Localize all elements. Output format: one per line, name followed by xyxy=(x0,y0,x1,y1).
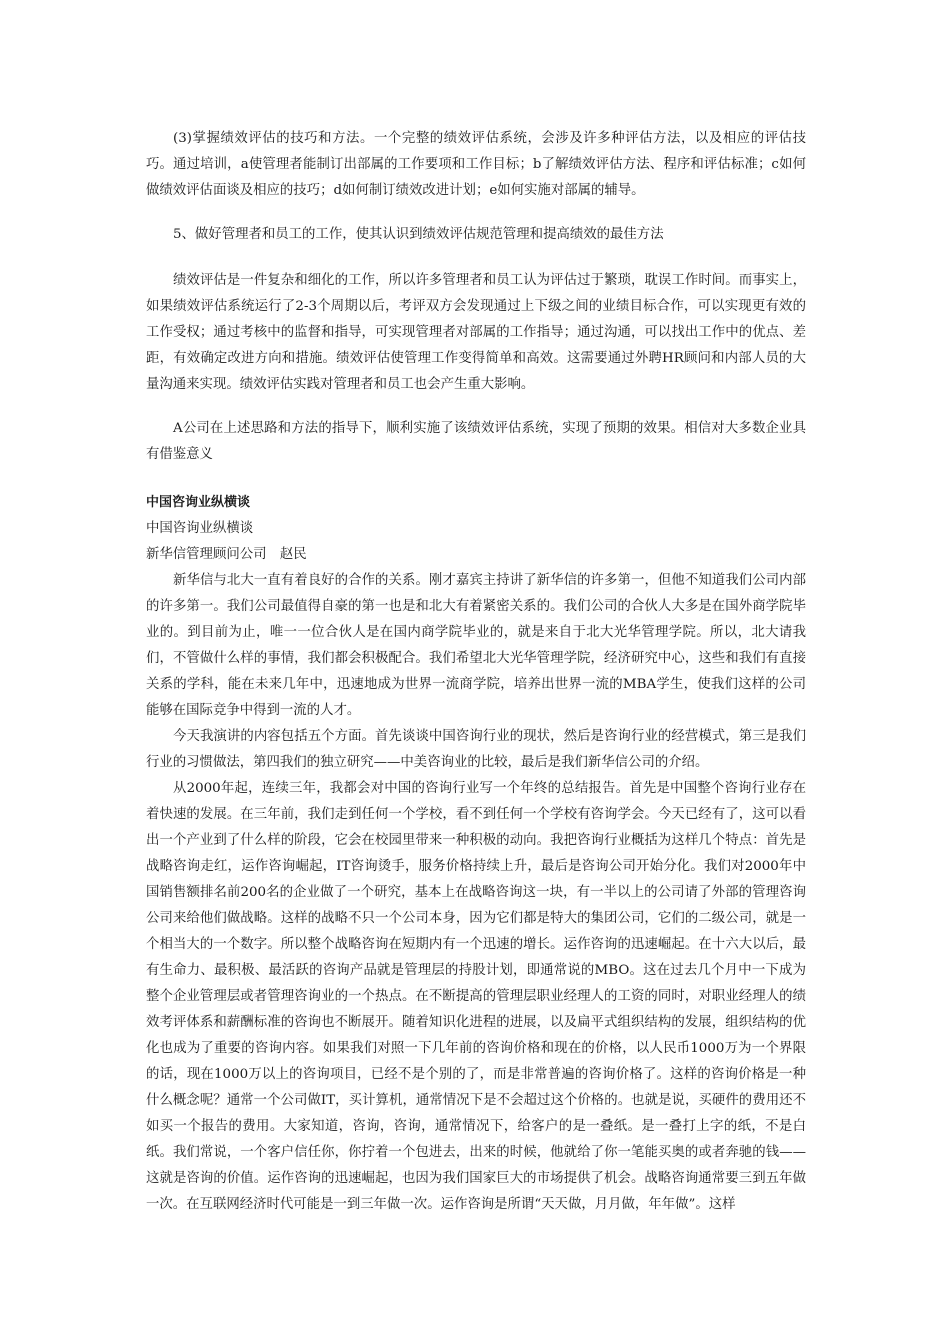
article-paragraph: 从2000年起，连续三年，我都会对中国的咨询行业写一个年终的总结报告。首先是中国整个咨询行业存在着快速的发展。在三年前，我们走到任何一个学校，看不到任何一个学校有咨询学会。今天已经有了，这可以看出一个产业到了什么样的阶段，它会在校园里带来一种积极的动向。我把咨询行业概括为这样几个特点：首先是战略咨询走红，运作咨询崛起，IT咨询烫手，服务价格持续上升，最后是咨询公司开始分化。我们对2000年中国销售额排名前200名的企业做了一个研究，基本上在战略咨询这一块，有一半以上的公司请了外部的管理咨询公司来给他们做战略。这样的战略不只一个公司本身，因为它们都是特大的集团公司，它们的二级公司，就是一个相当大的一个数字。所以整个战略咨询在短期内有一个迅速的增长。运作咨询的迅速崛起。在十六大以后，最有生命力、最积极、最活跃的咨询产品就是管理层的持股计划，即通常说的MBO。这在过去几个月中一下成为整个企业管理层或者管理咨询业的一个热点。在不断提高的管理层职业经理人的工资的同时，对职业经理人的绩效考评体系和薪酬标准的咨询也不断展开。随着知识化进程的进展，以及扁平式组织结构的发展，组织结构的优化也成为了重要的咨询内容。如果我们对照一下几年前的咨询价格和现在的价格，以人民币1000万为一个界限的话，现在1000万以上的咨询项目，已经不是个别的了，而是非常普遍的咨询价格了。这样的咨询价格是一种什么概念呢？通常一个公司做IT，买计算机，通常情况下是不会超过这个价格的。也就是说，买硬件的费用还不如买一个报告的费用。大家知道，咨询，咨询，通常情况下，给客户的是一叠纸。是一叠打上字的纸，不是白纸。我们常说，一个客户信任你，你拧着一个包进去，出来的时候，他就给了你一笔能买奥的或者奔驰的钱——这就是咨询的价值。运作咨询的迅速崛起，也因为我们国家巨大的市场提供了机会。战略咨询通常要三到五年做一次。在互联网经济时代可能是一到三年做一次。运作咨询是所谓“天天做，月月做，年年做”。这样 xyxy=(146,781,806,1212)
paragraph-evaluation-skills: (3)掌握绩效评估的技巧和方法。一个完整的绩效评估系统，会涉及许多种评估方法，以及相应的评估技巧。通过培训，a使管理者能制订出部属的工作要项和工作目标；b了解绩效评估方法、程序和评估标准；c如何做绩效评估面谈及相应的技巧；d如何制订绩效改进计划；e如何实施对部属的辅导。 xyxy=(146,131,806,198)
paragraph-evaluation-complexity: 绩效评估是一件复杂和细化的工作，所以许多管理者和员工认为评估过于繁琐，耽误工作时间。而事实上，如果绩效评估系统运行了2-3个周期以后，考评双方会发现通过上下级之间的业绩目标合作，可以实现更有效的工作受权；通过考核中的监督和指导，可实现管理者对部属的工作指导；通过沟通，可以找出工作中的优点、差距，有效确定改进方向和措施。绩效评估使管理工作变得简单和高效。这需要通过外聘HR顾问和内部人员的大量沟通来实现。绩效评估实践对管理者和员工也会产生重大影响。 xyxy=(146,273,806,392)
article-paragraph: 新华信与北大一直有着良好的合作的关系。刚才嘉宾主持讲了新华信的许多第一，但他不知道我们公司内部的许多第一。我们公司最值得自豪的第一也是和北大有着紧密关系的。我们公司的合伙人大多是在国外商学院毕业的。到目前为止，唯一一位合伙人是在国内商学院毕业的，就是来自于北大光华管理学院。所以，北大请我们，不管做什么样的事情，我们都会积极配合。我们希望北大光华管理学院，经济研究中心，这些和我们有直接关系的学科，能在未来几年中，迅速地成为世界一流商学院，培养出世界一流的MBA学生，使我们这样的公司能够在国际竞争中得到一流的人才。 xyxy=(146,573,806,718)
paragraph-company-a-conclusion: A公司在上述思路和方法的指导下，顺利实施了该绩效评估系统，实现了预期的效果。相信对大多数企业具有借鉴意义 xyxy=(146,421,806,462)
article-paragraph: 今天我演讲的内容包括五个方面。首先谈谈中国咨询行业的现状，然后是咨询行业的经营模式，第三是我们行业的习惯做法，第四我们的独立研究——中美咨询业的比较，最后是我们新华信公司的介绍。 xyxy=(146,729,806,770)
article-title: 中国咨询业纵横谈 xyxy=(146,495,251,510)
article-header xyxy=(146,490,806,568)
article-subtitle: 中国咨询业纵横谈 xyxy=(146,521,254,536)
section-heading-5: 5、做好管理者和员工的工作，使其认识到绩效评估规范管理和提高绩效的最佳方法 xyxy=(173,227,664,242)
article-body xyxy=(146,568,806,1218)
article-byline: 新华信管理顾问公司 赵民 xyxy=(146,547,307,562)
